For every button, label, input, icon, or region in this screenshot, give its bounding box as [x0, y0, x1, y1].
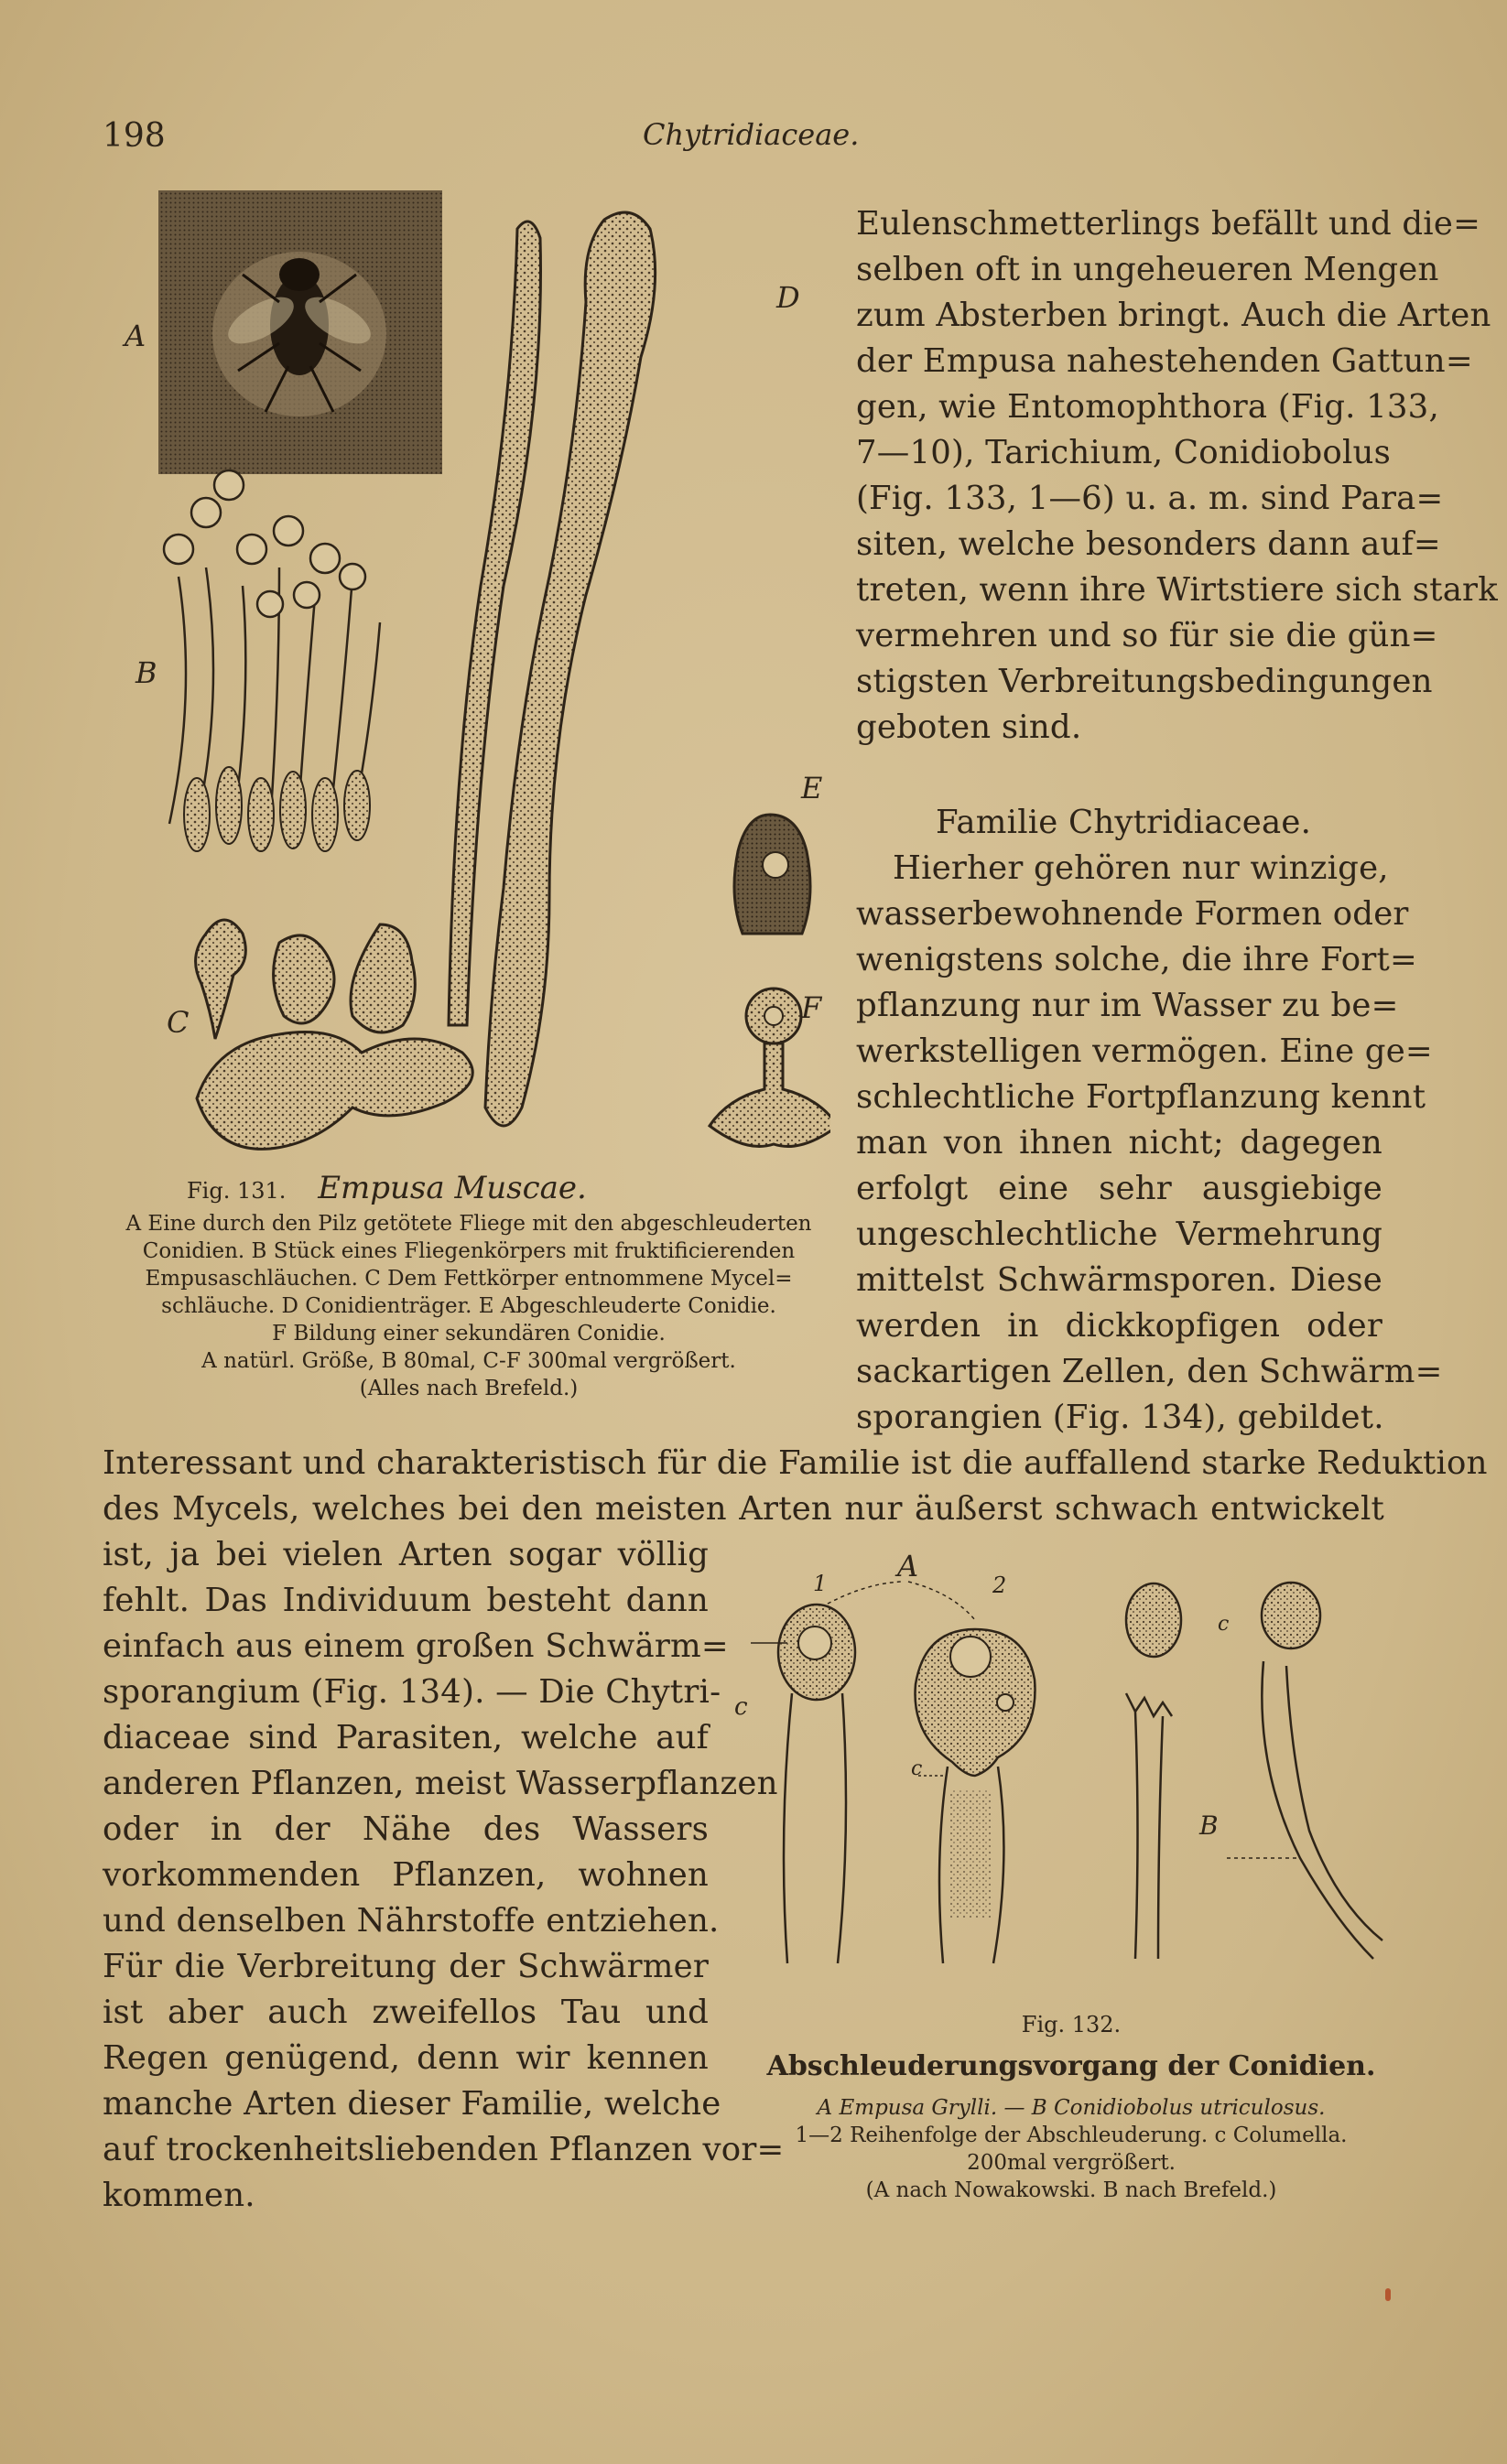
page-header [103, 117, 1384, 157]
text-line: pflanzung nur im Wasser zu be= [856, 987, 1399, 1024]
text-line: Regen genügend, denn wir kennen [103, 2039, 709, 2077]
text-line: auf trockenheitsliebenden Pflanzen vor= [103, 2131, 785, 2168]
fig132-label-c2: c [911, 1757, 923, 1780]
fig132-title: Abschleuderungsvorgang der Conidien. [766, 2050, 1376, 2082]
fig131-label-f: F [801, 990, 822, 1025]
text-line: des Mycels, welches bei den meisten Arten nur äußerst schwach entwickelt [103, 1490, 1384, 1528]
fig132-number: Fig. 132. [1021, 2012, 1122, 2037]
fig131-caption [103, 1210, 835, 1402]
fig132-label-a: A [897, 1549, 919, 1583]
text-line: sporangien (Fig. 134), gebildet. [856, 1399, 1384, 1436]
running-title: Chytridiaceae. [643, 117, 860, 152]
fig132-label-c1: c [734, 1693, 748, 1721]
text-line: sackartigen Zellen, den Schwärm= [856, 1353, 1443, 1390]
fig132-caption-line: A Empusa Grylli. — B Conidiobolus utriculosus. [817, 2096, 1326, 2120]
text-line: ist aber auch zweifellos Tau und [103, 1994, 709, 2031]
text-line: sporangium (Fig. 134). — Die Chytri- [103, 1673, 721, 1711]
text-line: 7—10), Tarichium, Conidiobolus [856, 434, 1392, 471]
text-line: diaceae sind Parasiten, welche auf [103, 1719, 709, 1756]
fig131-caption-line: A natürl. Größe, B 80mal, C-F 300mal vergrößert. [201, 1349, 736, 1373]
figure-132-illustration [751, 1556, 1392, 1977]
fig132-caption [751, 2094, 1392, 2204]
text-line: Hierher gehören nur winzige, [893, 849, 1389, 887]
text-line: stigsten Verbreitungsbedingungen [856, 663, 1433, 700]
fig131-caption-line: A Eine durch den Pilz getötete Fliege mit den abgeschleuderten [125, 1212, 812, 1236]
text-line: ungeschlechtliche Vermehrung [856, 1216, 1382, 1253]
text-line: geboten sind. [856, 708, 1082, 746]
fig131-caption-line: F Bildung einer sekundären Conidie. [272, 1322, 666, 1345]
text-line: zum Absterben bringt. Auch die Arten [856, 297, 1491, 334]
text-line: man von ihnen nicht; dagegen [856, 1124, 1382, 1162]
text-line: werkstelligen vermögen. Eine ge= [856, 1032, 1433, 1070]
text-line: ist, ja bei vielen Arten sogar völlig [103, 1536, 709, 1573]
text-line: Interessant und charakteristisch für die Familie ist die auffallend starke Reduktion [103, 1444, 1488, 1482]
fig131-heading [103, 1170, 835, 1206]
text-line: selben oft in ungeheueren Mengen [856, 251, 1439, 288]
fig131-caption-line: Empusaschläuchen. C Dem Fettkörper entnommene Mycel= [145, 1267, 793, 1291]
fig131-caption-line: Conidien. B Stück eines Fliegenkörpers mit fruktificierenden [142, 1239, 796, 1263]
text-line: und denselben Nährstoffe entziehen. [103, 1902, 720, 1940]
fig132-label-b: B [1199, 1810, 1219, 1841]
text-line: werden in dickkopfigen oder [856, 1307, 1382, 1345]
fig132-label-c3: c [1218, 1613, 1230, 1636]
fig131-label-a: A [125, 319, 146, 353]
fig132-caption-line: 200mal vergrößert. [967, 2151, 1176, 2175]
fig131-number: Fig. 131. [187, 1178, 287, 1204]
text-line: gen, wie Entomophthora (Fig. 133, [856, 388, 1439, 426]
text-line: (Fig. 133, 1—6) u. a. m. sind Para= [856, 480, 1444, 517]
figure-131-illustration [142, 183, 830, 1162]
fig131-label-d: D [776, 280, 800, 315]
text-line: mittelst Schwärmsporen. Diese [856, 1261, 1382, 1299]
page-number: 198 [103, 117, 166, 155]
fig131-title: Empusa Muscae. [318, 1170, 587, 1206]
fig132-label-1: 1 [813, 1571, 828, 1596]
section-heading: Familie Chytridiaceae. [936, 804, 1312, 841]
fig132-caption-line: (A nach Nowakowski. B nach Brefeld.) [865, 2178, 1277, 2202]
text-line: oder in der Nähe des Wassers [103, 1810, 709, 1848]
text-line: vorkommenden Pflanzen, wohnen [103, 1856, 709, 1894]
text-line: siten, welche besonders dann auf= [856, 525, 1441, 563]
paper-stain [1385, 2288, 1391, 2301]
text-line: manche Arten dieser Familie, welche [103, 2085, 721, 2123]
text-line: schlechtliche Fortpflanzung kennt [856, 1078, 1426, 1116]
text-line: Eulenschmetterlings befällt und die= [856, 205, 1481, 243]
fig131-label-c: C [167, 1005, 190, 1040]
fig131-caption-line: (Alles nach Brefeld.) [359, 1377, 579, 1400]
fig131-label-e: E [801, 771, 823, 805]
text-line: der Empusa nahestehenden Gattun= [856, 342, 1473, 380]
text-line: vermehren und so für sie die gün= [856, 617, 1438, 654]
text-line: einfach aus einem großen Schwärm= [103, 1627, 729, 1665]
text-line: fehlt. Das Individuum besteht dann [103, 1582, 709, 1619]
text-line: Für die Verbreitung der Schwärmer [103, 1948, 709, 1985]
text-line: kommen. [103, 2177, 255, 2214]
fig131-label-b: B [136, 655, 157, 690]
text-line: wasserbewohnende Formen oder [856, 895, 1409, 933]
fig131-caption-line: schläuche. D Conidienträger. E Abgeschleuderte Conidie. [161, 1294, 776, 1318]
text-line: wenigstens solche, die ihre Fort= [856, 941, 1417, 978]
text-line: erfolgt eine sehr ausgiebige [856, 1170, 1382, 1207]
fig132-caption-line: 1—2 Reihenfolge der Abschleuderung. c Columella. [795, 2124, 1348, 2147]
fig132-label-2: 2 [992, 1572, 1007, 1598]
text-line: treten, wenn ihre Wirtstiere sich stark [856, 571, 1498, 609]
text-line: anderen Pflanzen, meist Wasserpflanzen [103, 1765, 778, 1802]
